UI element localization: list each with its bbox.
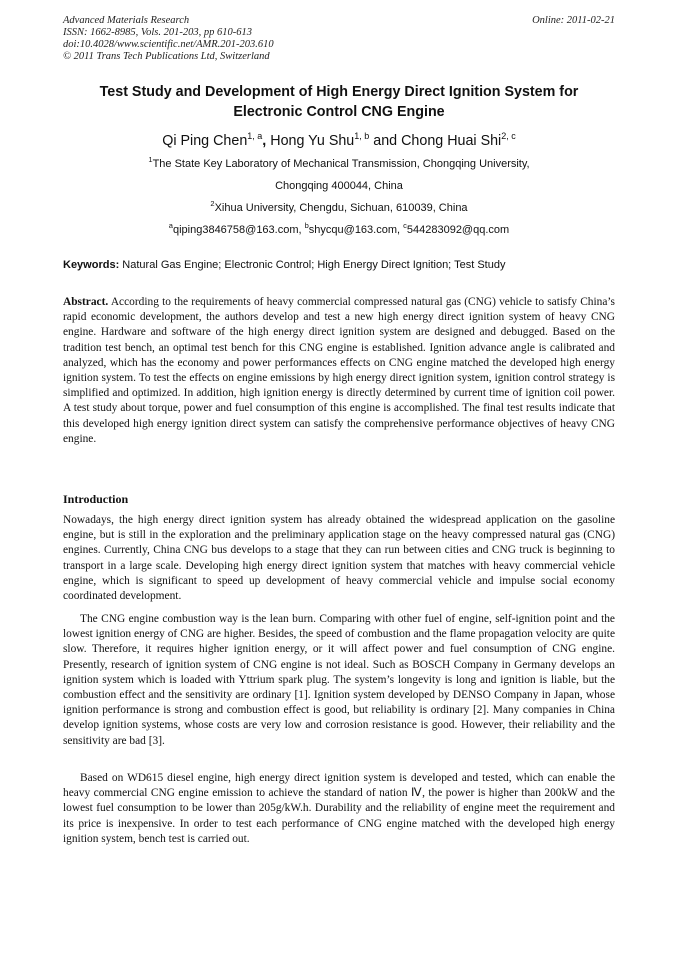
email-link[interactable]: shycqu@163.com,	[308, 224, 404, 236]
affiliation-mark: 2	[210, 199, 215, 208]
title-line-2: Electronic Control CNG Engine	[233, 104, 445, 120]
affiliation-text: The State Key Laboratory of Mechanical Transmission, Chongqing University,	[152, 158, 530, 170]
doi-line: doi:10.4028/www.scientific.net/AMR.201-203.610	[63, 39, 274, 50]
author-affiliation-mark: 2, c	[501, 131, 516, 141]
author-separator: ,	[262, 133, 271, 149]
abstract-label: Abstract.	[63, 296, 109, 308]
email-mark: a	[168, 221, 173, 230]
affiliation-mark: 1	[148, 155, 153, 164]
author-affiliation-mark: 1, b	[354, 131, 370, 141]
journal-header	[63, 15, 615, 63]
intro-paragraph-1: Nowadays, the high energy direct ignition system has already obtained the widespread application on the gasoline engine, but is still in the exploration and the preliminary application stage on the heavy compressed natural gas (CNG) engines. Currently, China CNG bus develops to a stage that they can run between cities and CNG truck is beginning to transport in a large scale. Developing high energy direct ignition system that matches with heavy commercial vehicle engine, which is significant to speed up development of heavy commercial vehicle and impulse social economy coordinated development.	[63, 514, 615, 603]
email-link[interactable]: qiping3846758@163.com,	[172, 224, 305, 236]
affiliation-1-line-2: Chongqing 400044, China	[275, 180, 403, 192]
author-name: Chong Huai Shi	[401, 133, 502, 149]
email-mark: b	[304, 221, 309, 230]
email-mark: c	[403, 221, 407, 230]
intro-paragraph-3: Based on WD615 diesel engine, high energy direct ignition system is developed and tested, which can enable the heavy commercial CNG engine emission to achieve the standard of nation Ⅳ, the power is higher than 200kW and the lowest fuel consumption to be lower than 205g/kW.h. Durability and the reliability of engine meet the requirement and its price is inexpensive. In order to test each performance of CNG engine matched with the developed high energy ignition system, bench test is carried out.	[63, 772, 615, 845]
online-date: Online: 2011-02-21	[532, 15, 615, 26]
affiliation-2	[63, 201, 615, 215]
keywords-label: Keywords:	[63, 259, 120, 271]
paper-title	[63, 82, 615, 122]
keywords	[63, 258, 615, 272]
author-separator: and	[369, 133, 402, 149]
affiliation-1-line-1	[63, 157, 615, 171]
keywords-text: Natural Gas Engine; Electronic Control; High Energy Direct Ignition; Test Study	[119, 259, 506, 271]
author-affiliation-mark: 1, a	[247, 131, 263, 141]
copyright-line: © 2011 Trans Tech Publications Ltd, Switzerland	[63, 51, 270, 62]
abstract	[63, 295, 615, 447]
title-line-1: Test Study and Development of High Energy Direct Ignition System for	[99, 84, 579, 100]
author-emails	[63, 223, 615, 237]
author-list	[63, 131, 615, 151]
author-name: Qi Ping Chen	[162, 133, 248, 149]
intro-paragraph-2: The CNG engine combustion way is the lean burn. Comparing with other fuel of engine, self-ignition point and the lowest ignition energy of CNG are higher. Besides, the speed of combustion and the flame propagation velocity are quite slow. Therefore, it requires higher ignition energy, or it will affect power and fuel consumption of CNG engine. Presently, research of ignition system of CNG engine is not ideal. Such as BOSCH Company in Germany develops an ignition system which is loaded with Yttrium spark plug. The system’s longevity is long and ignition is liable, but the combustion effect and the sensitivity are ordinary [1]. Ignition system developed by DENSO Company in Japan, whose ignition performance is strong and combustion effect is good, but reliability is ordinary [2]. Many companies in China develop ignition systems, whose costs are very low and corrosion resistance is good. However, their reliability and the sensitivity are bad [3].	[63, 613, 615, 747]
issn-line: ISSN: 1662-8985, Vols. 201-203, pp 610-613	[63, 27, 252, 38]
abstract-text: According to the requirements of heavy commercial compressed natural gas (CNG) vehicle to satisfy China’s rapid economic development, the authors develop and test a new high energy direct ignition system of heavy CNG engine. Hardware and software of the high energy direct ignition system are designed and debugged. Based on the tradition test bench, an optimal test bench for this CNG engine is established. Ignition advance angle is calibrated and analyzed, which has the economy and power performances effects on CNG engine matched the developed high energy ignition system. To test the effects on engine emissions by high energy direct ignition system, ignition control strategy is simplified and optimized. In addition, high ignition energy is directly determined by current time of ignition coil power. A test study about torque, power and fuel consumption of this engine is accomplished. The final test results indicate that this developed high energy ignition direct system can satisfy the comprehensive performance objectives of heavy CNG engine.	[63, 296, 615, 445]
email-link[interactable]: 544283092@qq.com	[406, 224, 510, 236]
affiliation-text: Xihua University, Chengdu, Sichuan, 610039, China	[214, 202, 468, 214]
author-name: Hong Yu Shu	[270, 133, 355, 149]
journal-name: Advanced Materials Research	[63, 15, 190, 26]
section-heading-introduction: Introduction	[63, 492, 129, 506]
